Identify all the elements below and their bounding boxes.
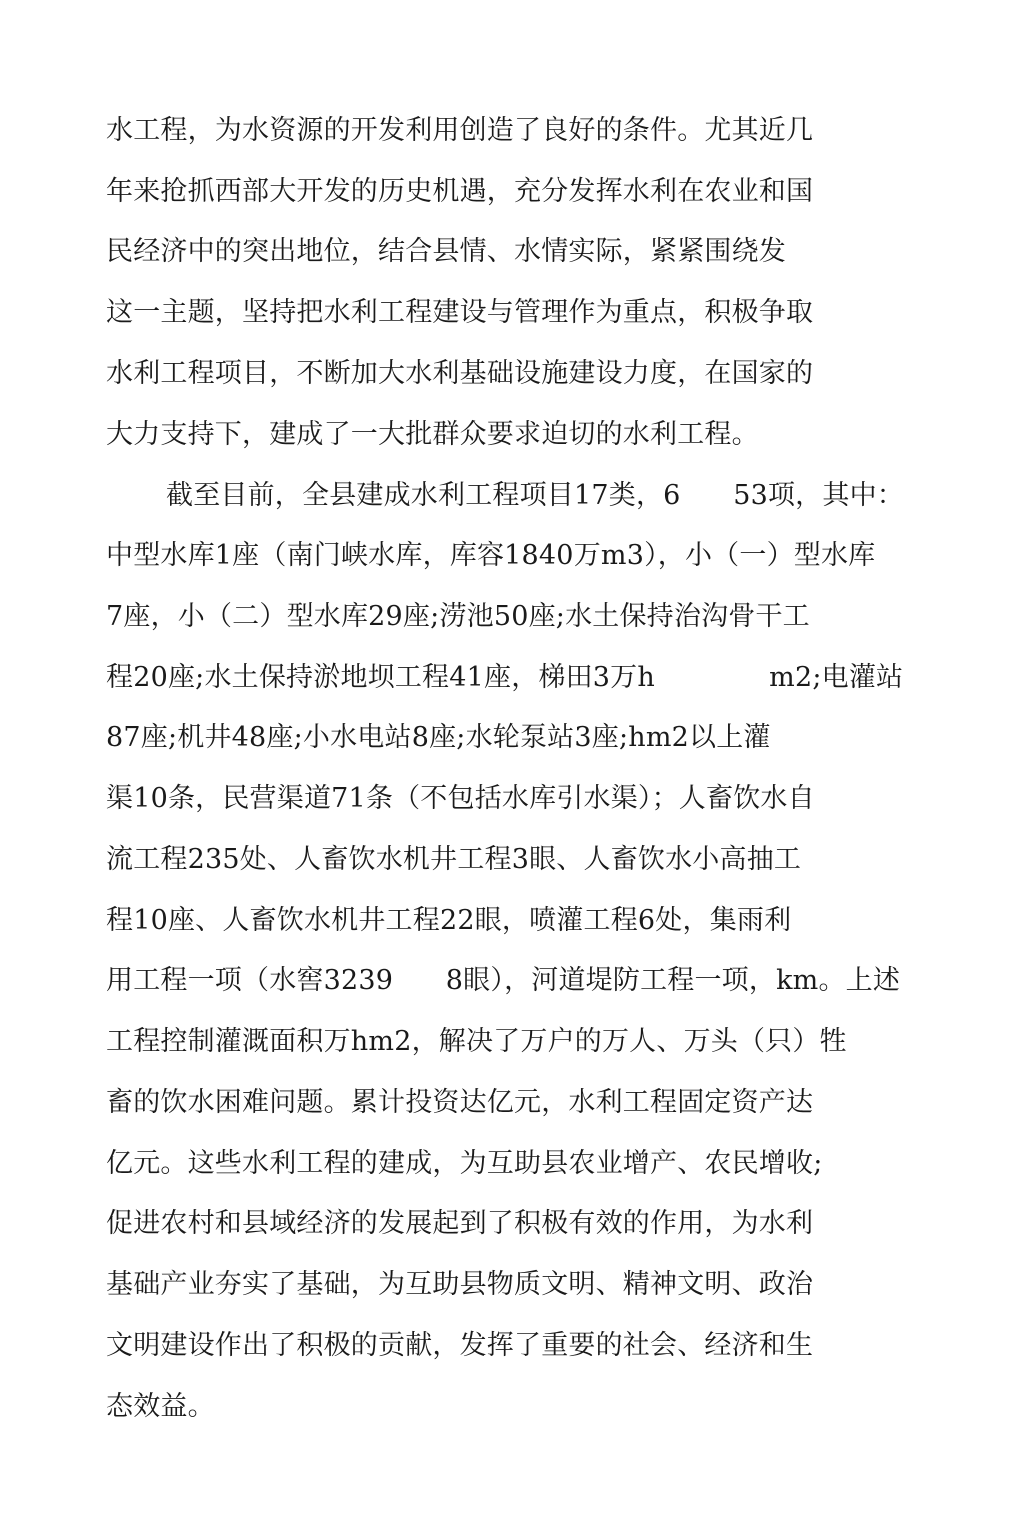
text-line: 流工程235处、人畜饮水机井工程3眼、人畜饮水小高抽工	[106, 844, 802, 875]
text-line: 基础产业夯实了基础，为互助县物质文明、精神文明、政治	[106, 1269, 814, 1300]
text-line: 程10座、人畜饮水机井工程22眼，喷灌工程6处，集雨利	[106, 905, 792, 936]
text-line: 大力支持下，建成了一大批群众要求迫切的水利工程。	[106, 419, 759, 450]
text-line: 态效益。	[106, 1391, 215, 1422]
text-line: 民经济中的突出地位，结合县情、水情实际，紧紧围绕发	[106, 236, 786, 267]
text-line: 程20座;水土保持淤地坝工程41座，梯田3万h m2;电灌站	[106, 662, 904, 693]
text-line: 亿元。这些水利工程的建成，为互助县农业增产、农民增收;	[106, 1148, 823, 1179]
text-line: 水利工程项目，不断加大水利基础设施建设力度，在国家的	[106, 358, 814, 389]
text-line: 中型水库1座（南门峡水库，库容1840万m3），小（一）型水库	[106, 540, 876, 571]
text-line: 文明建设作出了积极的贡献，发挥了重要的社会、经济和生	[106, 1330, 814, 1361]
text-line: 87座;机井48座;小水电站8座;水轮泵站3座;hm2以上灌	[106, 722, 771, 753]
text-line: 年来抢抓西部大开发的历史机遇，充分发挥水利在农业和国	[106, 176, 814, 207]
text-line: 渠10条，民营渠道71条（不包括水库引水渠）；人畜饮水自	[106, 783, 815, 814]
text-line: 7座，小（二）型水库29座;涝池50座;水土保持治沟骨干工	[106, 601, 810, 632]
text-line: 水工程，为水资源的开发利用创造了良好的条件。尤其近几	[106, 115, 814, 146]
text-line: 工程控制灌溉面积万hm2，解决了万户的万人、万头（只）牲	[106, 1026, 847, 1057]
text-line: 用工程一项（水窖3239 8眼），河道堤防工程一项，km。上述	[106, 965, 901, 996]
text-line: 促进农村和县域经济的发展起到了积极有效的作用，为水利	[106, 1208, 814, 1239]
text-line: 畜的饮水困难问题。累计投资达亿元，水利工程固定资产达	[106, 1087, 814, 1118]
text-line: 这一主题，坚持把水利工程建设与管理作为重点，积极争取	[106, 297, 814, 328]
text-line: 截至目前，全县建成水利工程项目17类，6 53项，其中：	[166, 480, 904, 511]
